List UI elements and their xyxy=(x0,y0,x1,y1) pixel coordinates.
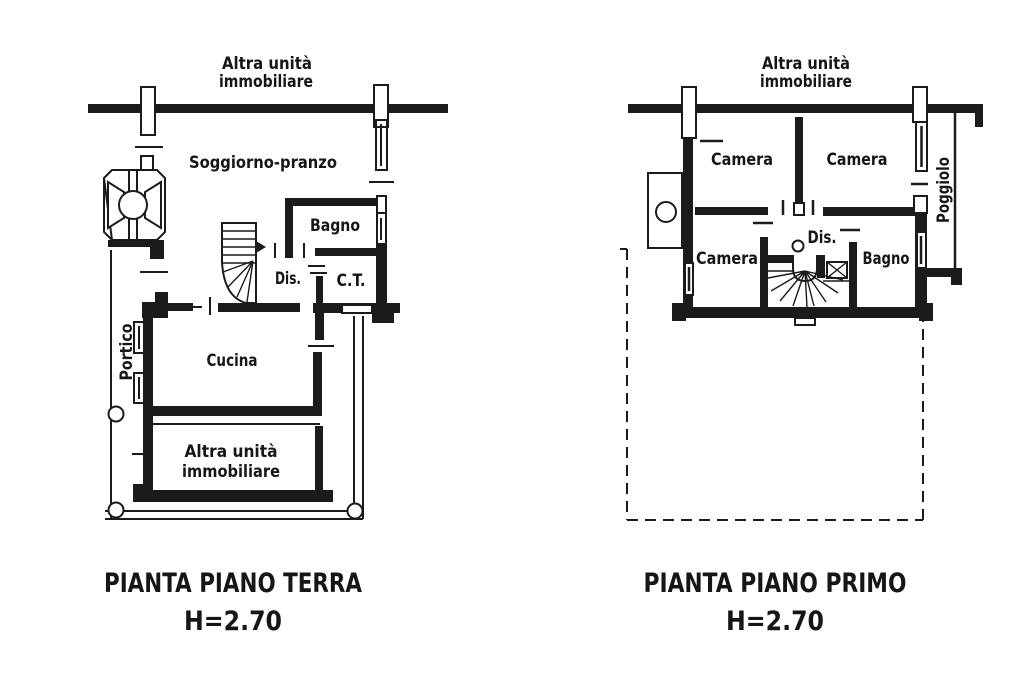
first-floor-plan xyxy=(620,54,983,637)
fireplace-symbol xyxy=(104,170,165,240)
plan-title-ground: PIANTA PIANO TERRA xyxy=(104,568,363,599)
room-label-neighbor-top-2: immobiliare xyxy=(760,72,852,92)
stair-direction-mark xyxy=(256,241,266,253)
ground-floor-plan xyxy=(88,54,448,637)
spiral-stair xyxy=(222,223,266,303)
room-label-ct: C.T. xyxy=(336,271,366,291)
flue-circle xyxy=(656,202,676,222)
terrace-dashed-outline xyxy=(620,249,923,520)
room-label-cucina: Cucina xyxy=(206,351,258,371)
room-label-camera-left: Camera xyxy=(711,150,773,170)
room-label-camera-right: Camera xyxy=(826,150,888,170)
room-label-neighbor-top-1: Altra unità xyxy=(222,54,312,74)
plan-height-ground: H=2.70 xyxy=(184,606,282,637)
duct-circle xyxy=(793,241,804,252)
room-label-poggiolo: Poggiolo xyxy=(934,139,954,223)
plan-title-first: PIANTA PIANO PRIMO xyxy=(643,568,907,599)
room-label-bagno: Bagno xyxy=(310,216,360,236)
room-label-bagno: Bagno xyxy=(862,249,910,269)
room-label-neighbor-top-2: immobiliare xyxy=(219,72,313,92)
room-label-portico: Portico xyxy=(117,312,137,381)
room-label-camera-lower: Camera xyxy=(696,249,758,269)
room-label-neighbor-top-1: Altra unità xyxy=(762,54,850,74)
room-label-dis: Dis. xyxy=(275,269,301,289)
room-label-neighbor-bottom-1: Altra unità xyxy=(184,442,278,462)
room-label-dis: Dis. xyxy=(807,228,837,248)
room-label-neighbor-bottom-2: immobiliare xyxy=(182,462,280,482)
plan-height-first: H=2.70 xyxy=(726,606,824,637)
room-label-soggiorno-pranzo: Soggiorno-pranzo xyxy=(189,153,337,173)
